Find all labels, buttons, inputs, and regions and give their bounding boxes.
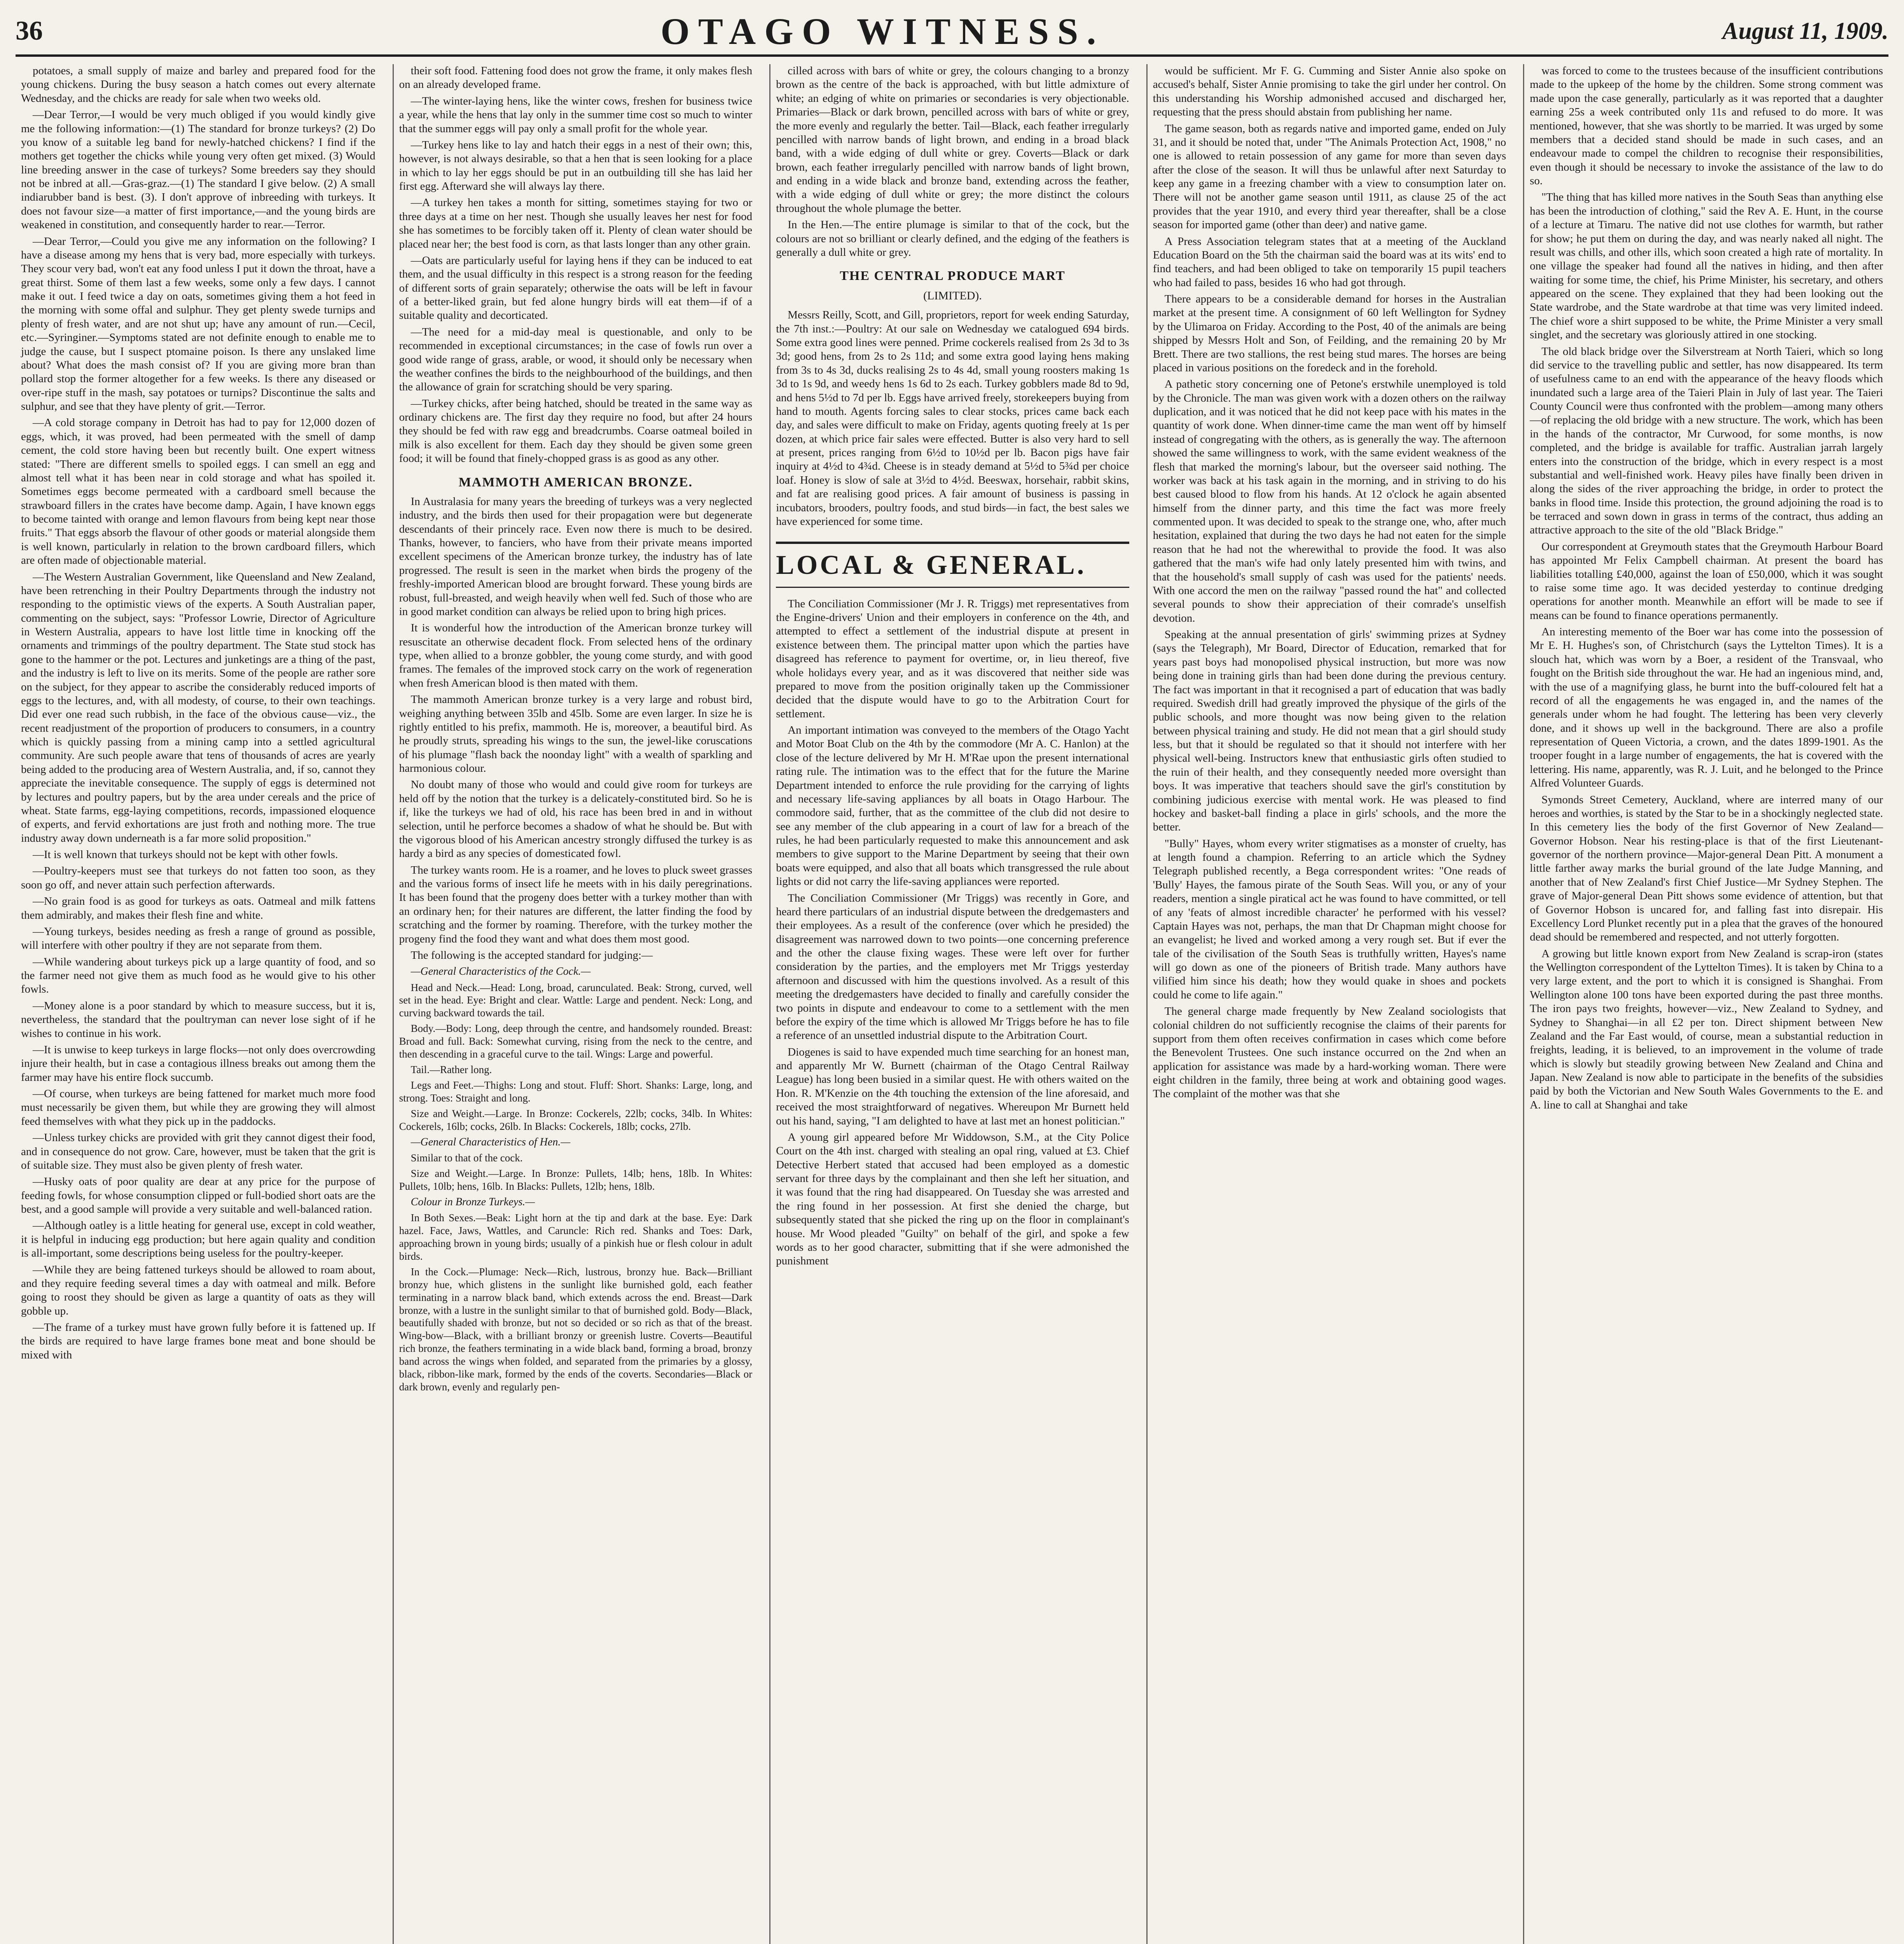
- paragraph: —It is unwise to keep turkeys in large flocks—not only does overcrowding injure their health, but in case a contagious illness breaks out among them the farmer may have his entire flock succumb.: [21, 1043, 376, 1084]
- paragraph: —It is well known that turkeys should not be kept with other fowls.: [33, 848, 338, 861]
- paragraph: —Poultry-keepers must see that turkeys do not fatten too soon, as they soon go off, and never attain such perfection afterwards.: [21, 865, 376, 891]
- paragraph: —While wandering about turkeys pick up a large quantity of food, and so the farmer need not give them as much food as he would give to his other fowls.: [21, 955, 376, 996]
- paragraph: —A cold storage company in Detroit has had to pay for 12,000 dozen of eggs, which, it was proved, had been permeated with the smell of damp cement, the cold store having been but recently built. One expert witness stated: "There are different smells to spoiled eggs. I can smell an egg and almost tell what it has been near in cold storage and what has spoiled it. Sometimes eggs become permeated with a cardboard smell because the strawboard fillers in the crates have become damp. Again, I have known eggs to become tainted with orange and lemon flavours from being kept near those fruits." That eggs absorb the flavour of other goods or material alongside them is well known, particularly in relation to the brown cardboard fillers, which are often made of objectionable material.: [21, 416, 376, 567]
- paragraph: The turkey wants room. He is a roamer, and he loves to pluck sweet grasses and the various forms of insect life he meets with in his daily peregrinations. It has been found that the progeny does better with a turkey mother than with an ordinary hen; for their natures are different, the latter finding the food by scratching and the former by roaming. Therefore, with the turkey mother the progeny find the food they want and what does them most good.: [399, 864, 753, 945]
- paragraph: —Oats are particularly useful for laying hens if they can be induced to eat them, and the usual difficulty in this respect is a strong reason for the feeding of different sorts of grain separately; otherwise the oats will be left in favour of a better-liked grain, but fed alone hungry birds will eat them—if of a suitable quality and decorticated.: [399, 254, 753, 322]
- paragraph: The old black bridge over the Silverstream at North Taieri, which so long did service to the travelling public and settler, has now disappeared. Its term of usefulness came to an end with the appearance of the heavy floods which inundated such a large area of the Taieri Plain in July of last year. The Taieri County Council were thus confronted with the problem—among many others—of replacing the old bridge with a new structure. The work, which has been in the hands of the contractor, Mr Curwood, for some months, is now completed, and the bridge is available for traffic. Australian jarrah largely enters into the construction of the bridge, which in every respect is a most substantial and well-finished work. Heavy piles have finally been driven in along the sides of the river approaching the bridge, in order to protect the banks in flood time. Inside this protection, the ground adjoining the road is to be terraced and sown down in grass in terms of the contract, thus adding an attractive approach to the site of the old "Black Bridge.": [1530, 345, 1883, 537]
- paragraph: —Husky oats of poor quality are dear at any price for the purpose of feeding fowls, for whose consumption clipped or full-bodied short oats are the best, and a good sample will provide a very suitable and well-balanced ration.: [21, 1175, 376, 1215]
- paragraph: —The Western Australian Government, like Queensland and New Zealand, have been retrenching in their Poultry Departments through the industry not responding to the optimistic views of the experts. A South Australian paper, commenting on the subject, says: "Professor Lowrie, Director of Agriculture in Western Australia, appears to have lost little time in knocking off the ornaments and trimmings of the poultry department. The State stud stock has gone to the hammer or the pot. Lectures and junketings are a thing of the past, and the industry is left to live on its merits. Some of the people are rather sore on the subject, for they appear to ascribe the considerably reduced imports of eggs to the lectures, and, with all modesty, of course, to their own teachings. Did ever one read such rubbish, in the face of the obvious cause—viz., the recent readjustment of the proportion of producers to consumers, in a country which is quickly passing from a mining camp into a settled agricultural community. Are such people aware that tens of thousands of acres are yearly being added to the producing area of Western Australia, and, if so, cannot they appreciate the inevitable consequence. The supply of eggs is determined not by lectures and poultry papers, but by the area under cereals and the price of wheat. State farms, egg-laying competitions, records, impassioned eloquence of experts, and fervid exhortations are just froth and nothing more. The true industry away down underneath is a far more solid proposition.": [21, 570, 376, 844]
- paragraph: —Of course, when turkeys are being fattened for market much more food must necessarily be given them, but while they are growing they will almost feed themselves with what they pick up in the paddocks.: [21, 1087, 376, 1128]
- paragraph: It is wonderful how the introduction of the American bronze turkey will resuscitate an otherwise decadent flock. From selected hens of the ordinary type, when allied to a bronze gobbler, the young come sturdy, and with good frames. The females of the improved stock carry on the work of regeneration when fresh American blood is then mated with them.: [399, 622, 753, 689]
- paragraph: Symonds Street Cemetery, Auckland, where are interred many of our heroes and worthies, is stated by the Star to be in a shockingly neglected state. In this cemetery lies the body of the first Governor of New Zealand—Governor Hobson. Near his resting-place is that of the first Lieutenant-governor of the northern province—Major-general Dean Pitt. A monument a little farther away marks the burial ground of the late Judge Manning, and another that of New Zealand's first Chief Justice—Mr Sydney Stephen. The grave of Major-general Dean Pitt shows some evidence of attention, but that of Governor Hobson is uncared for, and falling fast into disrepair. His Excellency Lord Plunket recently put in a plea that the graves of the honoured dead should be remembered and respected, and not utterly forgotten.: [1530, 793, 1883, 944]
- paragraph: —No grain food is as good for turkeys as oats. Oatmeal and milk fattens them admirably, and makes their flesh fine and white.: [21, 895, 376, 921]
- paragraph: An interesting memento of the Boer war has come into the possession of Mr E. H. Hughes's son, of Christchurch (says the Lyttelton Times). It is a slouch hat, which was worn by a Boer, a resident of the Transvaal, who fought on the British side throughout the war. He had an ingenious mind, and, with the use of a magnifying glass, he burnt into the buff-coloured felt hat a record of all the engagements he was engaged in, and the names of the generals under whom he had fought. The lettering has been very cleverly done, and it shows up well in the background. There are also a profile representation of Queen Victoria, a crown, and the dates 1899-1901. As the trooper fought in a large number of engagements, the hat is covered with the lettering. His name, apparently, was R. J. Luit, and he belonged to the Prince Alfred Volunteer Guards.: [1530, 626, 1883, 790]
- paragraph: In Australasia for many years the breeding of turkeys was a very neglected industry, and the birds then used for their propagation were but degenerate descendants of their princely race. Even now there is much to be desired. Thanks, however, to fanciers, who have from their private means imported excellent specimens of the American bronze turkey, the industry has of late progressed. The result is seen in the market when birds the progeny of the freshly-imported American blood are brought forward. These young birds are robust, full-breasted, and weigh heavily when well fed. Such of those who are in good market condition can always be relied upon to bring high prices.: [399, 495, 753, 618]
- paragraph: —Young turkeys, besides needing as fresh a range of ground as possible, will interfere with other poultry if they are not separate from them.: [21, 925, 376, 952]
- standard-heading: —General Characteristics of Hen.—: [410, 1136, 571, 1148]
- standard-item: Legs and Feet.—Thighs: Long and stout. Fluff: Short. Shanks: Large, long, and strong. Toes: Straight and long.: [399, 1079, 753, 1104]
- paragraph: The general charge made frequently by New Zealand sociologists that colonial children do not sufficiently recognise the claims of their parents for support from them often receives confirmation in cases which come before the Benevolent Trustees. One such instance occurred on the 2nd when an application for assistance was made by a hard-working woman. There were eight children in the family, three being at work and obtaining good wages. The complaint of the mother was that she: [1153, 1005, 1506, 1100]
- paragraph: —Money alone is a poor standard by which to measure success, but it is, nevertheless, the standard that the poultryman can never lose sight of if he wishes to continue in his work.: [21, 999, 376, 1040]
- article-headline: THE CENTRAL PRODUCE MART: [840, 269, 1066, 283]
- paragraph: —Unless turkey chicks are provided with grit they cannot digest their food, and in consequence do not grow. Care, however, must be taken that the grit is of suitable size. They must also be given plenty of fresh water.: [21, 1131, 376, 1171]
- paragraph: An important intimation was conveyed to the members of the Otago Yacht and Motor Boat Club on the 4th by the commodore (Mr A. C. Hanlon) at the close of the lecture delivered by Mr H. M'Rae upon the present international rating rule. The intimation was to the effect that for the future the Marine Department intended to enforce the rule providing for the carrying of lights and necessary life-saving appliances by all boats in Otago Harbour. The commodore said, further, that as the committee of the club did not desire to see any member of the club appearing in a court of law for a breach of the rules, he had been particularly requested to make this announcement and ask members to give support to the Marine Department by seeing that their own boats were equipped, and also that all boats which transgressed the rule about lights or did not carry the life-saving appliances were reported.: [776, 724, 1129, 888]
- paragraph: Our correspondent at Greymouth states that the Greymouth Harbour Board has appointed Mr Felix Campbell chairman. At present the board has liabilities totalling £40,000, against the loan of £50,000, which it was sought to raise some time ago. It was decided yesterday to continue dredging operations for another month. Meanwhile an effort will be made to see if means can be found to finance operations permanently.: [1530, 540, 1883, 622]
- paragraph: their soft food. Fattening food does not grow the frame, it only makes flesh on an already developed frame.: [399, 65, 753, 91]
- paragraph: The Conciliation Commissioner (Mr Triggs) was recently in Gore, and heard there particulars of an industrial dispute between the dredgemasters and their employees. As a result of the conference (over which he presided) the disagreement was narrowed down to two points—one concerning preference and the other the clause fixing wages. These were left over for further consideration by the parties, and the employers met Mr Triggs yesterday afternoon and discussed with him the questions involved. As a result of this meeting the dredgemasters have decided to finally and carefully consider the two points in dispute and endeavour to come to a settlement with the men before the expiry of the time which is allowed Mr Triggs before he has to file a reference of an unsettled industrial dispute to the Arbitration Court.: [776, 892, 1129, 1042]
- standard-item: In the Cock.—Plumage: Neck—Rich, lustrous, bronzy hue. Back—Brilliant bronzy hue, which glistens in the sunlight like burnished gold, each feather terminating in a narrow black band, which extends across the end. Breast—Dark bronze, with a lustre in the sunlight similar to that of burnished gold. Body—Black, beautifully shaded with bronze, but not so decided or so rich as that of the breast. Wing-bow—Black, with a brilliant bronzy or greenish lustre. Coverts—Beautiful rich bronze, the feathers terminating in a wide black band, forming a broad, bronzy band across the wings when folded, and separated from the primaries by a glossy, black, ribbon-like mark, formed by the ends of the coverts. Secondaries—Black or dark brown, evenly and regularly pen-: [399, 1266, 753, 1393]
- section-heading: LOCAL & GENERAL.: [776, 542, 1129, 587]
- paragraph: "The thing that has killed more natives in the South Seas than anything else has been the introduction of clothing," said the Rev A. E. Hunt, in the course of a lecture at Timaru. The native did not use clothes for warmth, but rather for show; he put them on during the day, and was nearly naked all night. The result was chills, and other ills, which soon created a high rate of mortality. In one village the speaker had found all the natives in hiding, and then after waiting for some time, the chief, his Prime Minister, his secretary, and others appeared on the scene. They explained that they had been looking out the State wardrobe, and the State wardrobe at that time was very limited indeed. The chief wore a shirt supposed to be white, the Prime Minister a very small singlet, and the secretary was gloriously attired in one stocking.: [1530, 191, 1883, 341]
- standard-item: Body.—Body: Long, deep through the centre, and handsomely rounded. Breast: Broad and full. Back: Somewhat curving, rising from the neck to the centre, and then descending in a graceful curve to the tail. Wings: Large and powerful.: [399, 1023, 753, 1060]
- paragraph: In the Hen.—The entire plumage is similar to that of the cock, but the colours are not so brilliant or clearly defined, and the edging of the feathers is generally a dull white or grey.: [776, 219, 1129, 259]
- standard-heading: Colour in Bronze Turkeys.—: [410, 1196, 535, 1208]
- paragraph: —A turkey hen takes a month for sitting, sometimes staying for two or three days at a time on her nest. Though she usually leaves her nest for food she has sometimes to be forcibly taken off it. Plenty of clean water should be placed near her; the best food is corn, as that lasts longer than any other grain.: [399, 196, 753, 250]
- standard-item: Head and Neck.—Head: Long, broad, carunculated. Beak: Strong, curved, well set in the head. Eye: Bright and clear. Wattle: Large and pendent. Neck: Long, and curving backward towards the tail.: [399, 981, 753, 1019]
- paragraph: Messrs Reilly, Scott, and Gill, proprietors, report for week ending Saturday, the 7th inst.:—Poultry: At our sale on Wednesday we catalogued 694 birds. Some extra good lines were penned. Prime cockerels realised from 2s 3d to 3s 3d; good hens, from 2s to 2s 11d; and some extra good laying hens making from 3s to 4s 3d, ducks realising 2s to 4s 4d, small young roosters making 1s 3d to 1s 9d, and weedy hens 1s 6d to 2s each. Turkey gobblers made 8d to 9d, and hens 5½d to 7d per lb. Eggs have arrived freely, storekeepers buying from hand to mouth. Agents forcing sales to clear stocks, prices came back each day, and sales were difficult to make on Friday, agents quoting freely at 1s per dozen, at which price fair sales were effected. Butter is also very hard to sell at present, prices ranging from 6½d to 10½d per lb. Bacon pigs have fair inquiry at 4½d to 4¾d. Cheese is in steady demand at 5½d to 5¾d per choice loaf. Honey is slow of sale at 3½d to 4½d. Beeswax, horsehair, rabbit skins, and fat are realising good prices. A fair amount of business is passing in incubators, brooders, poultry foods, and stud birds—in fact, the best sales we have experienced for some time.: [776, 309, 1129, 528]
- paragraph: The following is the accepted standard for judging:—: [410, 949, 653, 962]
- paragraph: There appears to be a considerable demand for horses in the Australian market at the present time. A consignment of 60 left Wellington for Sydney by the Ulimaroa on Friday. According to the Post, 40 of the animals are being shipped by Messrs Holt and Son, of Feilding, and the remaining 20 by Mr Brett. There are two stallions, the rest being stud mares. The horses are being placed in various positions on the foredeck and in the forehold.: [1153, 293, 1506, 374]
- paragraph: potatoes, a small supply of maize and barley and prepared food for the young chickens. During the busy season a hatch comes out every alternate Wednesday, and the chicks are ready for sale when two weeks old.: [21, 65, 376, 105]
- paragraph: A Press Association telegram states that at a meeting of the Auckland Education Board on the 5th the chairman said the board was at its wits' end to find teachers, and had been obliged to take on temporarily 15 pupil teachers who had failed to pass, besides 16 who had got through.: [1153, 235, 1506, 289]
- paragraph: —Although oatley is a little heating for general use, except in cold weather, it is helpful in inducing egg production; but here again quality and condition is all-important, some descriptions being useless for the poultry-keeper.: [21, 1219, 376, 1260]
- paragraph: —Dear Terror,—I would be very much obliged if you would kindly give me the following information:—(1) The standard for bronze turkeys? (2) Do you know of a suitable leg band for newly-hatched chickens? I find if the mothers get together the chicks while young very often get mixed. (3) Would line breeding answer in the case of turkeys? Some breeders say they should not be inbred at all.—Gras-graz.—(1) The standard I give below. (2) A small indiarubber band is best. (3). I don't approve of inbreeding with turkeys. It does not favour size—a matter of first importance,—and the young birds are weakened in constitution, and consequently harder to rear.—Terror.: [21, 108, 376, 231]
- paragraph: would be sufficient. Mr F. G. Cumming and Sister Annie also spoke on accused's behalf, Sister Annie promising to take the girl under her control. On this understanding his Worship admonished accused and discharged her, requesting that the press should abstain from publishing her name.: [1153, 65, 1506, 119]
- paragraph: A growing but little known export from New Zealand is scrap-iron (states the Wellington correspondent of the Lyttelton Times). It is taken by China to a very large extent, and the port to which it is consigned is Shanghai. From Wellington alone 100 tons have been exported during the past three months. The iron pays two freights, however—viz., New Zealand to Sydney, and Sydney to Shanghai—in all £2 per ton. Direct shipment between New Zealand and the Far East would, of course, mean a substantial reduction in freights, leading, it is believed, to an improvement in the volume of trade which is slowly but steadily growing between New Zealand and China and Japan. New Zealand is now able to participate in the benefits of the subsidies paid by both the Victorian and New South Wales Governments to the E. and A. line to call at Shanghai and take: [1530, 947, 1883, 1111]
- standard-item: Size and Weight.—Large. In Bronze: Cockerels, 22lb; cocks, 34lb. In Whites: Cockerels, 16lb; cocks, 26lb. In Blacks: Cockerels, 18lb; cocks, 27lb.: [399, 1107, 753, 1132]
- column-5: [1523, 64, 1888, 1944]
- paragraph: —Turkey hens like to lay and hatch their eggs in a nest of their own; this, however, is not always desirable, so that a hen that is seen looking for a place in which to lay her eggs should be put in an outbuilding till she has laid her first egg. Afterward she will always lay there.: [399, 138, 753, 192]
- standard-item: Size and Weight.—Large. In Bronze: Pullets, 14lb; hens, 18lb. In Whites: Pullets, 10lb; hens, 16lb. In Blacks: Pullets, 12lb; hens, 18lb.: [399, 1167, 753, 1192]
- paragraph: —The winter-laying hens, like the winter cows, freshen for business twice a year, while the hens that lay only in the summer time cost so much to winter that the summer eggs will pay only a small profit for the whole year.: [399, 94, 753, 135]
- text-columns: [16, 64, 1888, 1944]
- paragraph: —Dear Terror,—Could you give me any information on the following? I have a disease among my hens that is very bad, more especially with turkeys. They scour very bad, won't eat any food unless I put it down the throat, have a great thirst. Some of them last a few weeks, some only a few days. I cannot make it out. I feed twice a day on oats, sometimes giving them a hot feed in the morning with some offal and sulphur. They get plenty swede turnips and plenty of fresh water, and are not shut up; have any amount of run.—Cecil, etc.—Syringiner.—Symptoms stated are not definite enough to enable me to judge the cause, but I suspect ptomaine poison. Is there any unslaked lime about? What does the mash consist of? If you are giving more bran than pollard stop the former altogether for a few weeks. Is there any diseased or over-ripe stuff in the mash, say potatoes or turnips? Discontinue the salts and sulphur, and see that they have plenty of grit.—Terror.: [21, 235, 376, 413]
- paragraph: —The need for a mid-day meal is questionable, and only to be recommended in exceptional circumstances; in the case of fowls run over a good wide range of grass, arable, or wood, it should only be necessary when the weather confines the birds to the neighbourhood of the buildings, and then the allowance of grain for scratching should be very sparing.: [399, 325, 753, 393]
- paragraph: —The frame of a turkey must have grown fully before it is fattened up. If the birds are required to have large frames bone meat and bone should be mixed with: [21, 1321, 376, 1361]
- column-1: [16, 64, 381, 1944]
- paragraph: No doubt many of those who would and could give room for turkeys are held off by the notion that the turkey is a delicately-constituted bird. So he is if, like the turkeys we had of old, his race has been bred in and in without selection, until he perforce becomes a shadow of what he should be. But with the vigorous blood of his American ancestry strongly diffused the turkey is as hardy a bird as any species of domesticated fowl.: [399, 778, 753, 860]
- column-2: [393, 64, 758, 1944]
- standard-item: Tail.—Rather long.: [410, 1064, 492, 1076]
- paragraph: Diogenes is said to have expended much time searching for an honest man, and apparently Mr W. Burnett (chairman of the Otago Central Railway League) has long been busied in a similar quest. He with others waited on the Hon. R. M'Kenzie on the 4th touching the extension of the line aforesaid, and received the most straightforward of negatives. Whereupon Mr Burnett held out his hand, saying, "I am delighted to have at last met an honest politician.": [776, 1045, 1129, 1127]
- article-subheadline: (LIMITED).: [923, 289, 982, 302]
- standard-item: In Both Sexes.—Beak: Light horn at the tip and dark at the base. Eye: Dark hazel. Face, Jaws, Wattles, and Caruncle: Rich red. Shanks and Toes: Dark, approaching brown in young birds; usually of a pinkish hue or flesh colour in adult birds.: [399, 1212, 753, 1262]
- paragraph: A pathetic story concerning one of Petone's erstwhile unemployed is told by the Chronicle. The man was given work with a dozen others on the railway duplication, and it was noticed that he did not keep pace with his mates in the quantity of work done. When dinner-time came the man went off by himself instead of congregating with the others, as is generally the way. The afternoon showed the same willingness to work, with the same evident weakness of the flesh that marked the morning's labour, but the overseer said nothing. The worker was back at his task again in the morning, and in striving to do his best caused blood to flow from his hands. At 12 o'clock he again absented himself from the dinner party, and this time the fact was more freely commented upon. It was decided to speak to the strange one, who, after much hesitation, explained that during the two days he had not eaten for the simple reason that he had not the wherewithal to provide the food. It was also gathered that the man's wife had only lately presented him with twins, and that the household's small supply of cash was used for the patients' needs. With one accord the men on the railway "passed round the hat" and collected several pounds to show their appreciation of their comrade's unselfish devotion.: [1153, 378, 1506, 624]
- masthead: [16, 8, 1888, 57]
- paragraph: Speaking at the annual presentation of girls' swimming prizes at Sydney (says the Telegraph), Mr Board, Director of Education, remarked that for years past boys had monopolised physical instruction, but more was now being done in training girls than had been done during the previous century. The fact was important in that it recognised a part of education that was badly required. Swedish drill had greatly improved the physique of the girls of the public schools, and more thought was now being given to the relation between physical training and study. He did not mean that a girl should study less, but that it should be regulated so that it should not interfere with her physical well-being. Instructors knew that enthusiastic girls often studied to the ruin of their health, and they consequently needed more oversight than boys. It was imperative that teachers should save the girl's constitution by combining judicious exercise with mental work. He was pleased to find hockey and basket-ball finding a place in girls' schools, and the more the better.: [1153, 628, 1506, 834]
- paragraph: The mammoth American bronze turkey is a very large and robust bird, weighing anything between 35lb and 45lb. Some are even larger. In size he is rightly entitled to his prefix, mammoth. He is, moreover, a beautiful bird. As he proudly struts, spreading his wings to the sun, the jewel-like coruscations of his plumage "flash back the noonday light" with a wealth of sparkling and harmonious colour.: [399, 693, 753, 775]
- paragraph: A young girl appeared before Mr Widdowson, S.M., at the City Police Court on the 4th inst. charged with stealing an opal ring, valued at £3. Chief Detective Herbert stated that accused had been employed as a domestic servant for three days by the complainant and then she left her situation, and it was found that the ring had disappeared. On Tuesday she was arrested and the ring found in her possession. At first she denied the charge, but subsequently stated that she picked the ring up on the floor in complainant's house. Mr Wood pleaded "Guilty" on behalf of the girl, and spoke a few words as to her good character, submitting that if she were admonished the punishment: [776, 1131, 1129, 1267]
- paragraph: The game season, both as regards native and imported game, ended on July 31, and it should be noted that, under "The Animals Protection Act, 1908," no one is allowed to retain possession of any game for more than seven days after the close of the season. It will thus be unlawful after next Saturday to keep any game in a freezing chamber with a view to consumption later on. There will not be another game season until 1911, as clause 25 of the act provides that the year 1910, and every third year thereafter, shall be a close season for imported game (other than deer) and native game.: [1153, 122, 1506, 231]
- paragraph: —While they are being fattened turkeys should be allowed to roam about, and they require feeding several times a day with oatmeal and milk. Before going to roost they should be given as large a quantity of oats as they will gobble up.: [21, 1263, 376, 1317]
- paragraph: The Conciliation Commissioner (Mr J. R. Triggs) met representatives from the Engine-drivers' Union and their employers in conference on the 4th, and attempted to effect a settlement of the industrial dispute at present in existence between them. The principal matter upon which the parties have disagreed has reference to payment for overtime, or, in lieu thereof, five whole holidays every year, and as it was discovered that neither side was prepared to move from the position originally taken up the Commissioner decided that the dispute would have to go to the Arbitration Court for settlement.: [776, 597, 1129, 720]
- standard-heading: —General Characteristics of the Cock.—: [410, 965, 591, 978]
- newspaper-title: OTAGO WITNESS.: [660, 10, 1105, 52]
- column-4: [1146, 64, 1512, 1944]
- column-3: [769, 64, 1135, 1944]
- paragraph: —Turkey chicks, after being hatched, should be treated in the same way as ordinary chickens are. The first day they require no food, but after 24 hours they should be fed with raw egg and breadcrumbs. Coarse oatmeal boiled in milk is also excellent for them. Each day they should be given some green food; it will be found that finely-chopped grass is as good as any other.: [399, 397, 753, 465]
- article-headline: MAMMOTH AMERICAN BRONZE.: [458, 475, 693, 489]
- paragraph: was forced to come to the trustees because of the insufficient contributions made to the upkeep of the home by the children. Some strong comment was made upon the case generally, particularly as it was reported that a daughter earning 25s a week contributed only 11s and refused to do more. It was mentioned, however, that she was shortly to be married. It was urged by some members that a decided stand should be made in such cases, and an endeavour made to compel the children to recognise their responsibilities, even though it should be necessary to invoke the assistance of the law to do so.: [1530, 65, 1883, 187]
- page-number: 36: [16, 16, 43, 46]
- paragraph: "Bully" Hayes, whom every writer stigmatises as a monster of cruelty, has at length found a champion. Referring to an article which the Sydney Telegraph published recently, a Bega correspondent writes: "One reads of 'Bully' Hayes, the famous pirate of the South Seas. Will you, or any of your readers, mention a single piratical act he was found to have committed, or tell of any 'feats of almost incredible character' he performed with his vessel? Captain Hayes was not, perhaps, the man that Dr Chapman might choose for an evangelist; he lived and worked among a very rough set. But if ever the tale of the civilisation of the South Seas is truthfully written, Hayes's name will go down as one of the pioneers of British trade. Many authors have vilified him since his death; how they would quake in shoes and pockets could he come to life again.": [1153, 837, 1506, 1001]
- issue-date: August 11, 1909.: [1722, 17, 1888, 44]
- paragraph: cilled across with bars of white or grey, the colours changing to a bronzy brown as the centre of the back is approached, with but little admixture of white; an edging of white on primaries or secondaries is very objectionable. Primaries—Black or dark brown, pencilled across with bars of white or grey, the more evenly and regularly the better. Tail—Black, each feather irregularly pencilled with narrow bands of light brown, and ending in a broad black band, with a wide edging of dull white or grey. Coverts—Black or dark brown, each feather irregularly pencilled with narrow bands of light brown, and ending in a wide black and bronze band, extending across the feather, with a wide edging of dull white or grey; the more distinct the colours throughout the whole plumage the better.: [776, 65, 1129, 215]
- standard-item: Similar to that of the cock.: [410, 1152, 523, 1164]
